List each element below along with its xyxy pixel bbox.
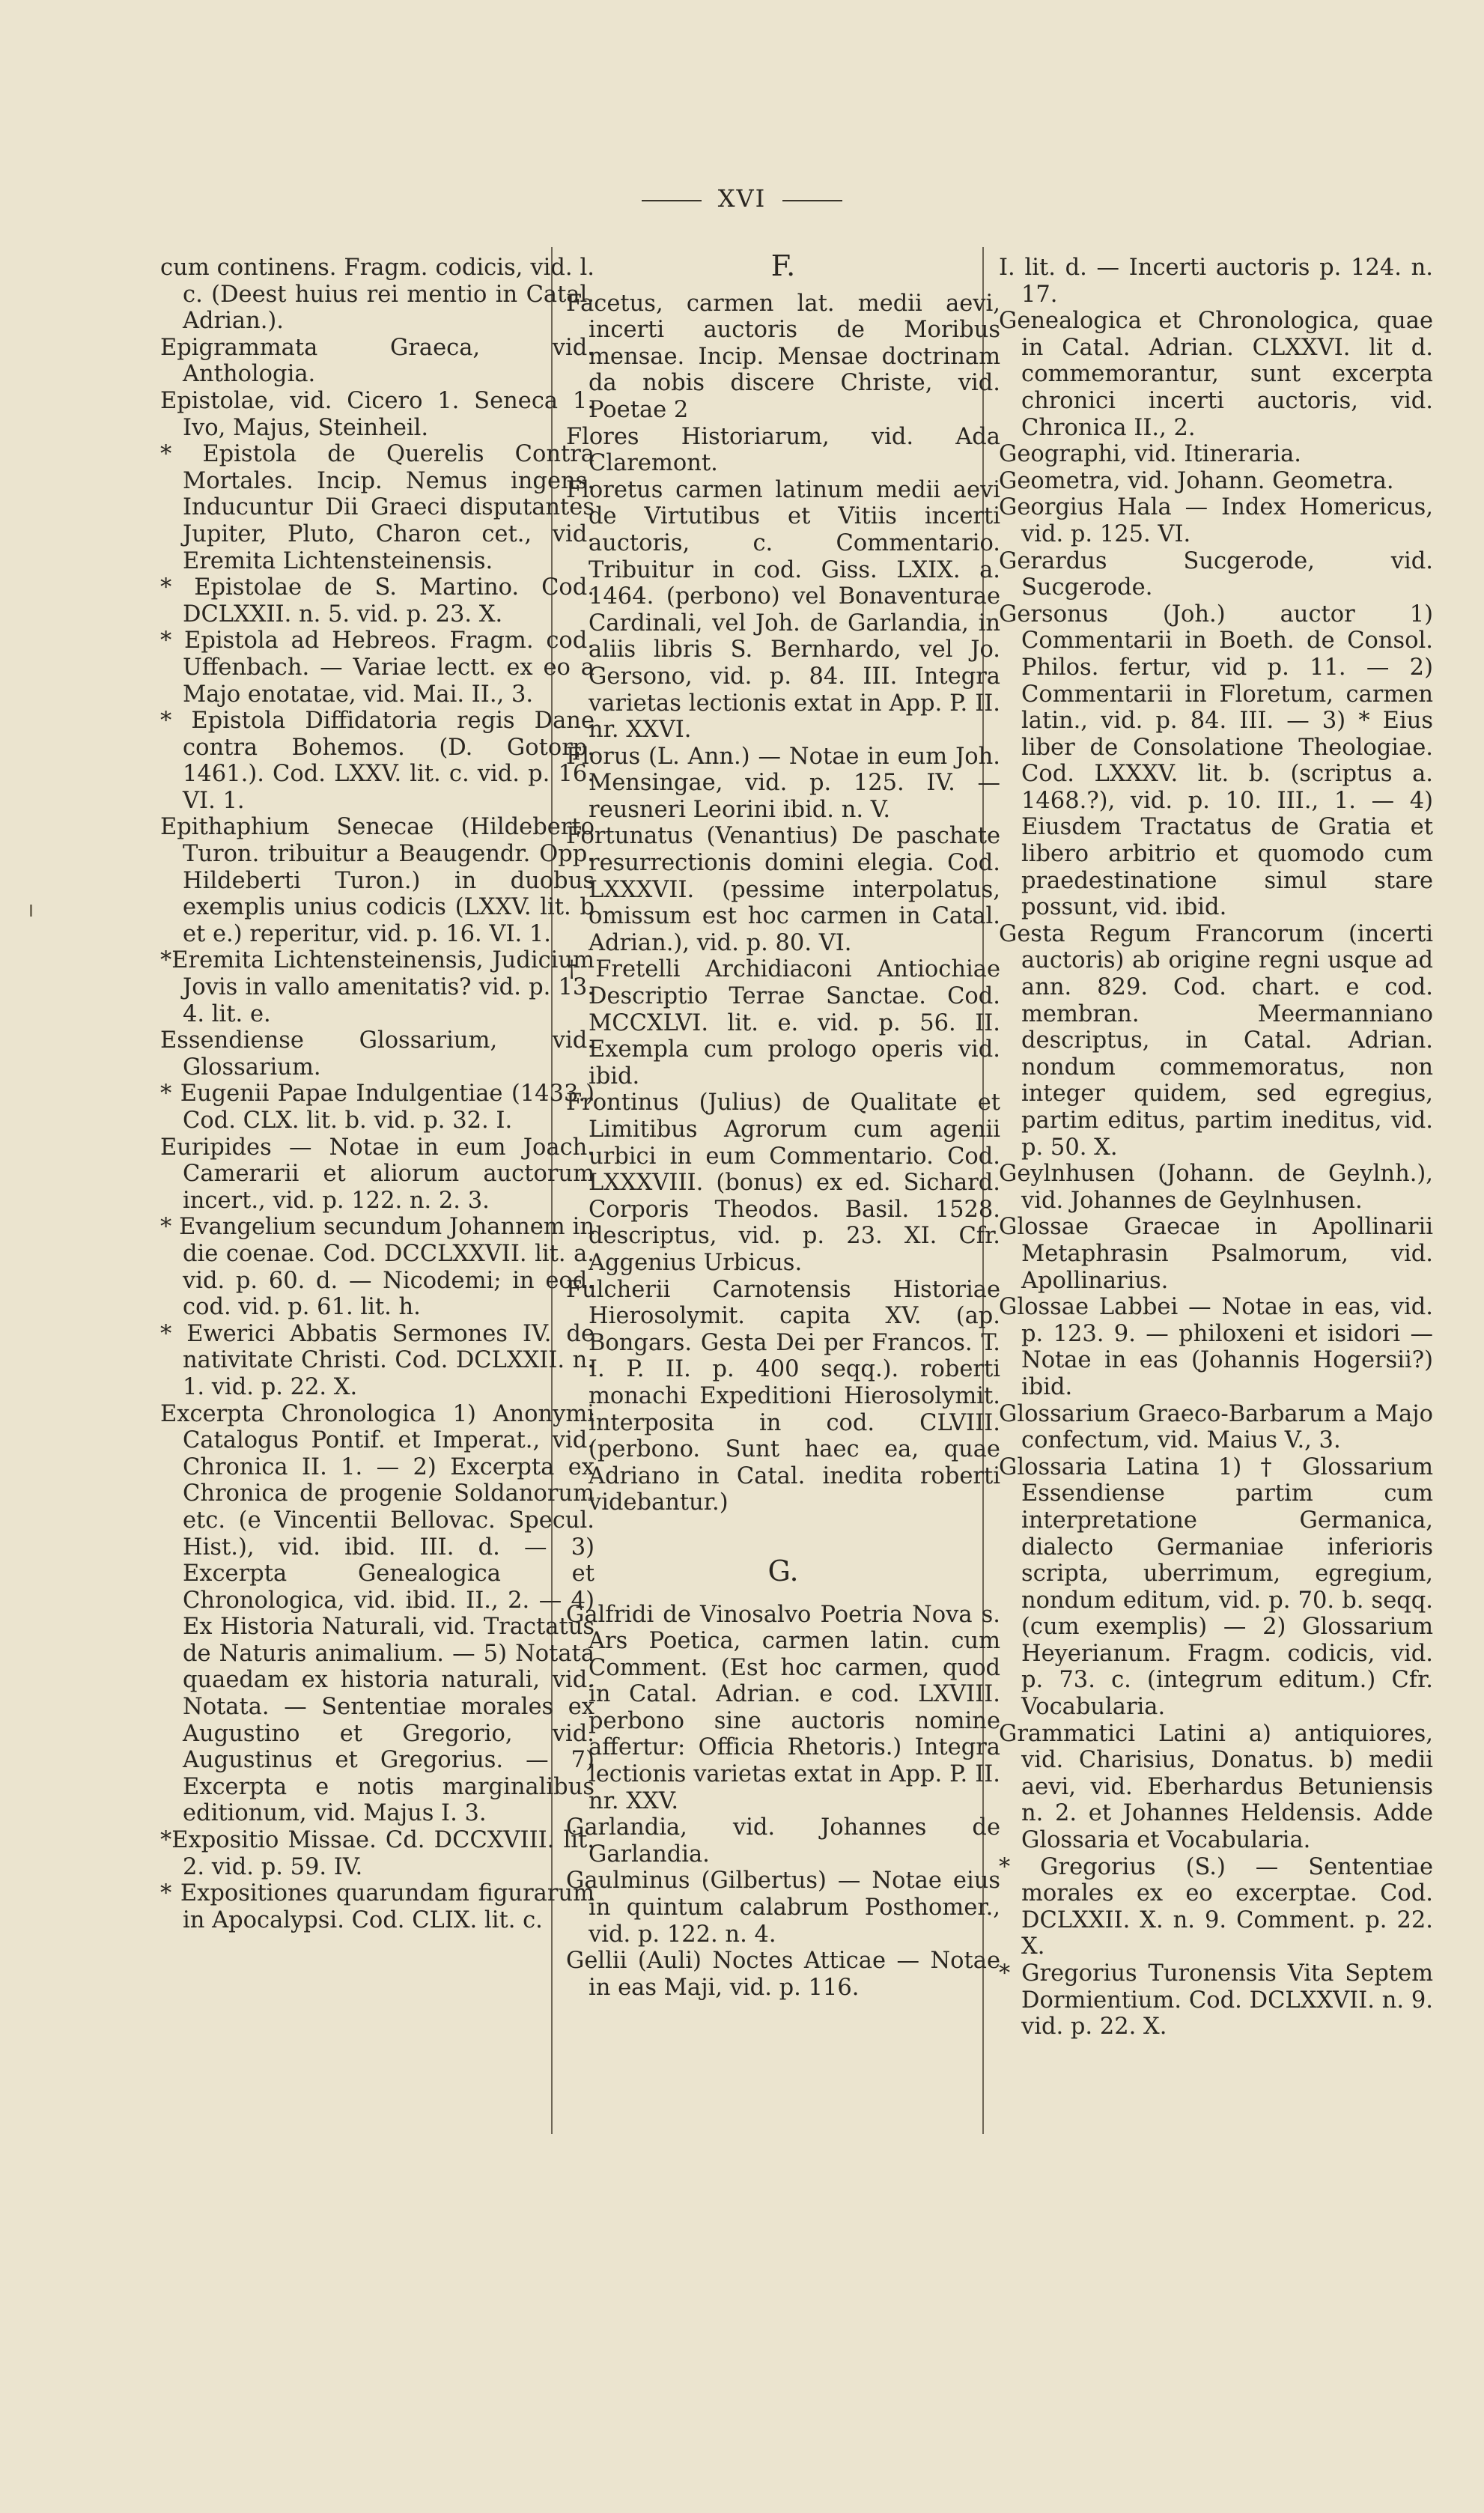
index-entry: Fulcherii Carnotensis Historiae Hierosolymit. capita XV. (ap. Bongars. Gesta Dei per Francos. T. I. P. II. p. 400 seqq.). roberti monachi Expeditioni Hierosolymit. interposita in cod. CLVIII. (perbono. Sunt haec ea, quae Adriano in Catal. inedita roberti videbantur.): [566, 1276, 1000, 1516]
index-entry: Gerardus Sucgerode, vid. Sucgerode.: [999, 547, 1433, 601]
index-entry: Genealogica et Chronologica, quae in Catal. Adrian. CLXXVI. lit d. commemorantur, sunt excerpta chronici incerti auctoris, vid. Chronica II., 2.: [999, 308, 1433, 441]
index-entry: Epigrammata Graeca, vid. Anthologia.: [160, 334, 594, 388]
index-entry: * Gregorius Turonensis Vita Septem Dormientium. Cod. DCLXXVII. n. 9. vid. p. 22. X.: [999, 1960, 1433, 2041]
margin-mark: [30, 905, 32, 917]
index-entry: Florus (L. Ann.) — Notae in eum Joh. Mensingae, vid. p. 125. IV. — reusneri Leorini ibid. n. V.: [566, 743, 1000, 823]
index-entry: Essendiense Glossarium, vid. Glossarium.: [160, 1027, 594, 1081]
index-entry: * Gregorius (S.) — Sententiae morales ex eo excerptae. Cod. DCLXXII. X. n. 9. Comment. p. 22. X.: [999, 1853, 1433, 1960]
index-entry: Excerpta Chronologica 1) Anonymi Catalogus Pontif. et Imperat., vid. Chronica II. 1. — 2) Excerpta ex Chronica de progenie Soldanorum etc. (e Vincentii Bellovac. Specul. Hist.), vid. ibid. III. d. — 3) Excerpta Genealogica et Chronologica, vid. ibid. II., 2. — 4) Ex Historia Naturali, vid. Tractatus de Naturis animalium. — 5) Notata quaedam ex historia naturali, vid. Notata. — Sententiae morales ex Augustino et Gregorio, vid. Augustinus et Gregorius. — 7) Excerpta e notis marginalibus editionum, vid. Majus I. 3.: [160, 1400, 594, 1827]
index-entry: * Ewerici Abbatis Sermones IV. de nativitate Christi. Cod. DCLXXII. n. 1. vid. p. 22. X.: [160, 1320, 594, 1400]
index-entry: Fortunatus (Venantius) De paschate resurrectionis domini elegia. Cod. LXXXVII. (pessime interpolatus, omissum est hoc carmen in Catal. Adrian.), vid. p. 80. VI.: [566, 823, 1000, 956]
index-entry: * Expositiones quarundam figurarum in Apocalypsi. Cod. CLIX. lit. c.: [160, 1880, 594, 1933]
index-entry: Epithaphium Senecae (Hildeberto Turon. tribuitur a Beaugendr. Opp. Hildeberti Turon.) in duobus exemplis unius codicis (LXXV. lit. b et e.) reperitur, vid. p. 16. VI. 1.: [160, 814, 594, 947]
column-right: [999, 255, 1433, 2041]
index-entry: Gersonus (Joh.) auctor 1) Commentarii in Boeth. de Consol. Philos. fertur, vid p. 11. — 2) Commentarii in Floretum, carmen latin., vid. p. 84. III. — 3) * Eius liber de Consolatione Theologiae. Cod. LXXXV. lit. b. (scriptus a. 1468.?), vid. p. 10. III., 1. — 4) Eiusdem Tractatus de Gratia et libero arbitrio et quomodo cum praedestinatione simul stare possunt, vid. ibid.: [999, 601, 1433, 921]
index-entry: * Epistola Diffidatoria regis Dane contra Bohemos. (D. Gotorp. 1461.). Cod. LXXV. lit. c. vid. p. 16. VI. 1.: [160, 708, 594, 814]
index-entry: I. lit. d. — Incerti auctoris p. 124. n. 17.: [999, 255, 1433, 308]
index-entry: *Eremita Lichtensteinensis, Judicium Jovis in vallo amenitatis? vid. p. 13. 4. lit. e.: [160, 947, 594, 1027]
index-entry: Gesta Regum Francorum (incerti auctoris) ab origine regni usque ad ann. 829. Cod. chart. e cod. membran. Meermanniano descriptus, in Catal. Adrian. nondum commemoratus, non integer quidem, sed egregius, partim editus, partim ineditus, vid. p. 50. X.: [999, 920, 1433, 1161]
page-number: XVI: [717, 184, 767, 213]
index-entry: Geometra, vid. Johann. Geometra.: [999, 467, 1394, 494]
index-entry: * Evangelium secundum Johannem in die coenae. Cod. DCCLXXVII. lit. a. vid. p. 60. d. — Nicodemi; in eod. cod. vid. p. 61. lit. h.: [160, 1214, 594, 1321]
column-middle: [566, 247, 1000, 2001]
index-entry: †Fretelli Archidiaconi Antiochiae Descriptio Terrae Sanctae. Cod. MCCXLVI. lit. e. vid. p. 56. II. Exempla cum prologo operis vid. ibid.: [566, 956, 1000, 1090]
page-header: [0, 184, 1484, 213]
index-entry: Epistolae, vid. Cicero 1. Seneca 1. Ivo, Majus, Steinheil.: [160, 387, 594, 441]
header-rule-right: [782, 200, 842, 201]
index-entry: Grammatici Latini a) antiquiores, vid. Charisius, Donatus. b) medii aevi, vid. Eberhardus Betuniensis n. 2. et Johannes Heldensis. Adde Glossaria et Vocabularia.: [999, 1720, 1433, 1854]
index-entry: Frontinus (Julius) de Qualitate et Limitibus Agrorum cum agenii urbici in eum Commentario. Cod. LXXXVIII. (bonus) ex ed. Sichard. Corporis Theodos. Basil. 1528. descriptus, vid. p. 23. XI. Cfr. Aggenius Urbicus.: [566, 1090, 1000, 1276]
index-entry: Glossarium Graeco-Barbarum a Majo confectum, vid. Maius V., 3.: [999, 1400, 1433, 1454]
section-heading-f: F.: [770, 249, 796, 282]
index-entry: cum continens. Fragm. codicis, vid. l. c. (Deest huius rei mentio in Catal. Adrian.).: [160, 255, 594, 335]
index-entry: Gellii (Auli) Noctes Atticae — Notae in eas Maji, vid. p. 116.: [566, 1948, 1000, 2001]
index-entry: Geylnhusen (Johann. de Geylnh.), vid. Johannes de Geylnhusen.: [999, 1161, 1433, 1214]
index-entry: Euripides — Notae in eum Joach. Camerarii et aliorum auctorum incert., vid. p. 122. n. 2. 3.: [160, 1134, 594, 1214]
header-rule-left: [642, 200, 702, 201]
index-entry: Gaulminus (Gilbertus) — Notae eius in quintum calabrum Posthomer., vid. p. 122. n. 4.: [566, 1868, 1000, 1948]
section-heading-g: G.: [767, 1554, 799, 1587]
index-entry: Galfridi de Vinosalvo Poetria Nova s. Ars Poetica, carmen latin. cum Comment. (Est hoc carmen, quod in Catal. Adrian. e cod. LXVIII. perbono sine auctoris nomine affertur: Officia Rhetoris.) Integra lectionis varietas extat in App. P. II. nr. XXV.: [566, 1601, 1000, 1814]
column-left: [160, 255, 594, 1933]
index-entry: Facetus, carmen lat. medii aevi, incerti auctoris de Moribus mensae. Incip. Mensae doctrinam da nobis discere Christe, vid. Poetae 2: [566, 290, 1000, 423]
index-entry: Glossaria Latina 1) † Glossarium Essendiense partim cum interpretatione Germanica, dialecto Germaniae inferioris scripta, uberrimum, egregium, nondum editum, vid. p. 70. b. seqq. (cum exemplis) — 2) Glossarium Heyerianum. Fragm. codicis, vid. p. 73. c. (integrum editum.) Cfr. Vocabularia.: [999, 1453, 1433, 1721]
index-entry: Geographi, vid. Itineraria.: [999, 441, 1302, 468]
index-entry: Flores Historiarum, vid. Ada Claremont.: [566, 423, 1000, 477]
index-entry: * Epistola de Querelis Contra Mortales. Incip. Nemus ingens. Inducuntur Dii Graeci disputantes Jupiter, Pluto, Charon cet., vid. Eremita Lichtensteinensis.: [160, 441, 594, 574]
index-entry: Garlandia, vid. Johannes de Garlandia.: [566, 1814, 1000, 1868]
index-entry: Floretus carmen latinum medii aevi de Virtutibus et Vitiis incerti auctoris, c. Commentario. Tribuitur in cod. Giss. LXIX. a. 1464. (perbono) vel Bonaventurae Cardinali, vel Joh. de Garlandia, in aliis libris S. Bernhardo, vel Jo. Gersono, vid. p. 84. III. Integra varietas lectionis extat in App. P. II. nr. XXVI.: [566, 476, 1000, 744]
index-entry: Glossae Graecae in Apollinarii Metaphrasin Psalmorum, vid. Apollinarius.: [999, 1214, 1433, 1294]
index-entry: *Expositio Missae. Cd. DCCXVIII. lit. 2. vid. p. 59. IV.: [160, 1827, 594, 1880]
index-entry: Georgius Hala — Index Homericus, vid. p. 125. VI.: [999, 494, 1433, 547]
index-entry: Glossae Labbei — Notae in eas, vid. p. 123. 9. — philoxeni et isidori — Notae in eas (Johannis Hogersii?) ibid.: [999, 1294, 1433, 1400]
index-entry: * Epistola ad Hebreos. Fragm. cod. Uffenbach. — Variae lectt. ex eo a Majo enotatae, vid. Mai. II., 3.: [160, 628, 594, 708]
index-entry: * Epistolae de S. Martino. Cod. DCLXXII. n. 5. vid. p. 23. X.: [160, 574, 594, 628]
index-entry: * Eugenii Papae Indulgentiae (1433.) Cod. CLX. lit. b. vid. p. 32. I.: [160, 1081, 594, 1134]
